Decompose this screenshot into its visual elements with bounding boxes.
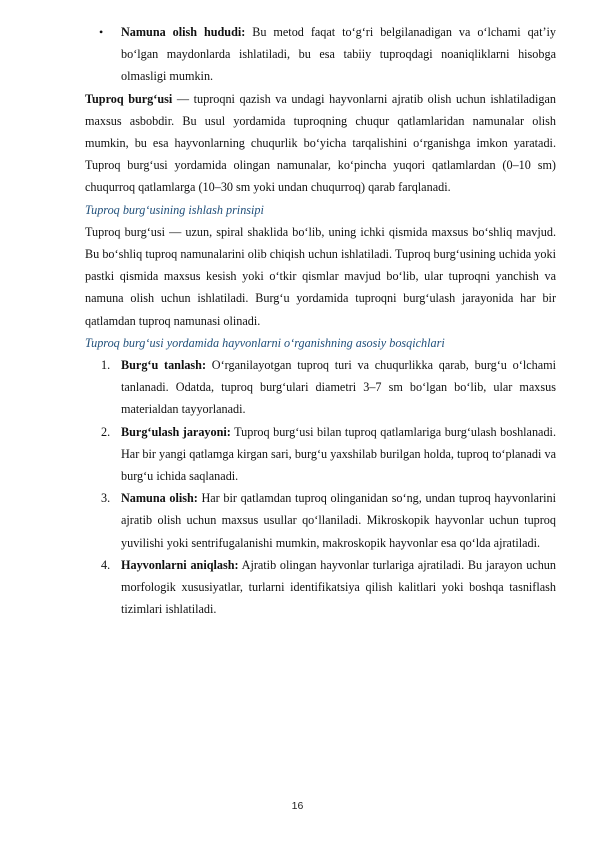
bullet-term: Namuna olish hududi:: [121, 25, 246, 39]
principle-paragraph: Tuproq burg‘usi — uzun, spiral shaklida bo‘lib, uning ichki qismida maxsus bo‘shliq mavjud. Bu bo‘shliq tuproq namunalarini olib chiqish uchun ishlatiladi. Tuproq burg‘usining uchida yoki pastki qismida maxsus kesish yoki o‘tkir qismlar mavjud bo‘lib, ular tuproqni yanchish va namuna olish uchun ishlatiladi. Burg‘u yordamida tuproqni burg‘ulash jarayonida har bir qatlamdan tuproq namunasi olinadi.: [85, 224, 556, 328]
step-text: Tuproq burg‘usi bilan tuproq qatlamlariga burg‘ulash boshlanadi. Har bir yangi qatlamga kirgan sari, burg‘u yaxshilab burilgan holda, tuproq to‘planadi va burg‘u ichida saqlanadi.: [121, 424, 556, 484]
step-term: Burg‘ulash jarayoni:: [121, 424, 231, 439]
step-term: Burg‘u tanlash:: [121, 358, 207, 373]
section-heading-principle: Tuproq burg‘usining ishlash prinsipi: [85, 202, 264, 217]
bullet-text: Bu metod faqat to‘g‘ri belgilanadigan va o‘lchami qat’iy bo‘lgan maydonlarda ishlatiladi, bu esa tabiiy tuproqdagi noaniqliklarni hisobga olmasligi mumkin.: [121, 25, 557, 84]
step-term: Hayvonlarni aniqlash:: [121, 557, 239, 572]
list-item: [85, 354, 556, 421]
step-text: Har bir qatlamdan tuproq olinganidan so‘ng, undan tuproq hayvonlarini ajratib olish uchun maxsus usullar qo‘llaniladi. Mikroskopik hayvonlar uchun tuproq yuvilishi yoki sentrifugalanishi mumkin, makroskopik hayvonlar esa qo‘lda ajratiladi.: [121, 491, 556, 550]
list-item: [85, 554, 556, 621]
page-content: [85, 21, 556, 620]
bullet-item: [85, 21, 556, 88]
intro-paragraph: [85, 88, 556, 199]
step-number: 4.: [101, 557, 111, 572]
intro-term: Tuproq burg‘usi: [85, 91, 173, 106]
page-number: 16: [291, 800, 304, 812]
step-text: O‘rganilayotgan tuproq turi va chuqurlikka qarab, burg‘u o‘lchami tanlanadi. Odatda, tuproq burg‘ulari diametri 3–7 sm bo‘lgan bo‘lib, ular maxsus materialdan tayyorlanadi.: [121, 358, 556, 417]
section-heading-steps: Tuproq burg‘usi yordamida hayvonlarni o‘rganishning asosiy bosqichlari: [85, 335, 445, 350]
step-number: 3.: [101, 491, 111, 506]
list-item: [85, 487, 556, 554]
intro-text: — tuproqni qazish va undagi hayvonlarni ajratib olish uchun ishlatiladigan maxsus asbobdir. Bu usul yordamida tuproqning chuqur qatlamlaridan namunalar olish mumkin, bu esa hayvonlarning chuqurlik bo‘yicha tarqalishini o‘rganishga imkon yaratadi. Tuproq burg‘usi yordamida olingan namunalar, ko‘pincha yuqori qatlamlardan (0–10 sm) chuqurroq qatlamlarga (10–30 sm yoki undan chuqurroq) qarab farqlanadi.: [85, 91, 556, 195]
step-number: 2.: [101, 424, 111, 439]
step-number: 1.: [101, 358, 111, 373]
steps-list: [85, 354, 556, 620]
step-term: Namuna olish:: [121, 491, 198, 506]
list-item: [85, 421, 556, 488]
bullet-dot-icon: •: [99, 25, 104, 39]
step-text: Ajratib olingan hayvonlar turlariga ajratiladi. Bu jarayon uchun morfologik xususiyatlar, turlarni identifikatsiya qilish kalitlari yoki boshqa tasniflash tizimlari ishlatiladi.: [121, 557, 556, 617]
